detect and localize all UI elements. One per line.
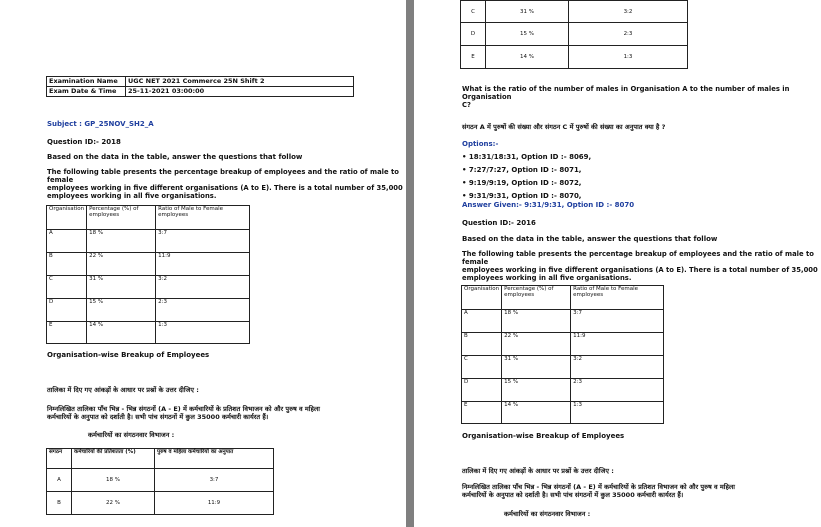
question-text [462,85,821,109]
cell-ratio: 2:3 [569,23,688,46]
option-3: • 9:19/9:19, Option ID :- 8072, [462,179,582,187]
table-row [461,1,688,23]
cell-org: B [47,253,87,276]
cell-percent: 22 % [72,492,155,515]
hindi-caption: कर्मचारियों का संगठनवार विभाजन : [504,510,591,518]
cell-ratio: 1:3 [571,402,664,424]
cell-org: B [462,333,502,356]
answer-given: Answer Given:- 9:31/9:31, Option ID :- 8070 [462,201,635,209]
hindi-paragraph [47,405,320,421]
paragraph-line: employees working in all five organisations. [462,274,632,282]
table-row [47,87,354,97]
hindi-paragraph [462,483,735,499]
cell-org: D [47,299,87,322]
header-percentage: Percentage (%) of employees [502,286,571,310]
cell-org: D [462,379,502,402]
cell-ratio: 11:9 [571,333,664,356]
cell-percent: 18 % [87,230,156,253]
cell-ratio: 3:2 [156,276,250,299]
header-percentage: Percentage (%) of employees [87,206,156,230]
cell-percent: 31 % [87,276,156,299]
cell-org: C [461,1,486,23]
table-header-row [47,449,274,469]
question-line: C? [462,101,471,109]
options-label: Options:- [462,140,499,148]
cell-org: C [462,356,502,379]
header-organisation: Organisation [462,286,502,310]
hindi-caption: कर्मचारियों का संगठनवार विभाजन : [88,431,175,439]
cell-org: A [462,310,502,333]
table-row [47,276,250,299]
table-row [47,253,250,276]
table-row [461,23,688,46]
cell-percent: 15 % [502,379,571,402]
table-row [462,379,664,402]
cell-org: D [461,23,486,46]
cell-percent: 18 % [502,310,571,333]
cell-org: E [47,322,87,344]
cell-percent: 15 % [486,23,569,46]
hindi-question: संगठन A में पुरुषों की संख्या और संगठन C में पुरुषों की संख्या का अनुपात क्या है ? [462,123,666,131]
cell-ratio: 2:3 [156,299,250,322]
hindi-intro: तालिका में दिए गए आंकड़ों के आधार पर प्रश्नों के उत्तर दीजिए : [47,386,199,394]
table-row [47,299,250,322]
cell-percent: 14 % [486,46,569,69]
cell-ratio: 3:2 [569,1,688,23]
cell-ratio: 1:3 [569,46,688,69]
option-2: • 7:27/7:27, Option ID :- 8071, [462,166,582,174]
option-1: • 18:31/18:31, Option ID :- 8069, [462,153,592,161]
cell-percent: 31 % [502,356,571,379]
table-caption: Organisation-wise Breakup of Employees [462,432,625,440]
table-row [462,356,664,379]
exam-date-value: 25-11-2021 03:00:00 [126,87,354,97]
table-caption: Organisation-wise Breakup of Employees [47,351,210,359]
exam-name-label: Examination Name [47,77,126,87]
table-header-row [462,286,664,310]
cell-percent: 15 % [87,299,156,322]
cell-ratio: 3:7 [155,469,274,492]
question-intro: Based on the data in the table, answer the questions that follow [462,235,718,243]
paragraph-line: The following table presents the percentage breakup of employees and the ratio of male to female [47,168,399,184]
cell-ratio: 3:7 [156,230,250,253]
header-organisation: Organisation [47,206,87,230]
subject-label: Subject : GP_25NOV_SH2_A [47,120,154,128]
option-text: 7:27/7:27, Option ID :- 8071, [468,166,582,174]
paragraph-line: कर्मचारियों के अनुपात को दर्शाती है। सभी पांच संगठनों में कुल 35000 कर्मचारी कार्यरत हैं। [47,413,269,421]
exam-info-table [46,76,354,97]
right-page [414,0,821,527]
header-organisation: संगठन [47,449,72,469]
paragraph-line: निम्नलिखित तालिका पाँच भिन्न - भिन्न संगठनों (A - E) में कर्मचारियों के प्रतिशत विभाजन को और पुरुष व महिला [462,483,735,491]
cell-percent: 22 % [87,253,156,276]
paragraph-line: कर्मचारियों के अनुपात को दर्शाती है। सभी पांच संगठनों में कुल 35000 कर्मचारी कार्यरत हैं। [462,491,684,499]
cell-ratio: 11:9 [155,492,274,515]
cell-org: E [462,402,502,424]
paragraph-line: employees working in all five organisations. [47,192,217,200]
table-row [47,77,354,87]
table-row [47,469,274,492]
option-4: • 9:31/9:31, Option ID :- 8070, [462,192,582,200]
table-header-row [47,206,250,230]
option-text: 18:31/18:31, Option ID :- 8069, [468,153,592,161]
left-page [0,0,406,527]
question-paragraph [462,250,821,282]
paragraph-line: employees working in five different organisations (A to E). There is a total number of 35,000 [462,266,818,274]
option-text: 9:31/9:31, Option ID :- 8070, [468,192,582,200]
cell-ratio: 3:7 [571,310,664,333]
continued-table [460,0,688,69]
header-ratio: पुरुष व महिला कर्मचारियों का अनुपात [155,449,274,469]
cell-org: C [47,276,87,299]
cell-percent: 22 % [502,333,571,356]
employee-table [46,205,250,344]
table-row [462,310,664,333]
question-paragraph [47,168,406,200]
table-row [462,333,664,356]
cell-ratio: 11:9 [156,253,250,276]
table-row [47,492,274,515]
exam-name-value: UGC NET 2021 Commerce 25N Shift 2 [126,77,354,87]
table-row [47,322,250,344]
question-id: Question ID:- 2016 [462,219,536,227]
table-row [462,402,664,424]
cell-percent: 18 % [72,469,155,492]
option-text: 9:19/9:19, Option ID :- 8072, [468,179,582,187]
cell-percent: 31 % [486,1,569,23]
question-intro: Based on the data in the table, answer the questions that follow [47,153,303,161]
header-ratio: Ratio of Male to Female employees [156,206,250,230]
cell-org: A [47,469,72,492]
header-ratio: Ratio of Male to Female employees [571,286,664,310]
cell-org: E [461,46,486,69]
question-id: Question ID:- 2018 [47,138,121,146]
cell-ratio: 3:2 [571,356,664,379]
paragraph-line: The following table presents the percentage breakup of employees and the ratio of male to female [462,250,814,266]
cell-percent: 14 % [87,322,156,344]
hindi-employee-table [46,448,274,515]
cell-org: B [47,492,72,515]
exam-date-label: Exam Date & Time [47,87,126,97]
hindi-intro: तालिका में दिए गए आंकड़ों के आधार पर प्रश्नों के उत्तर दीजिए : [462,467,614,475]
paragraph-line: निम्नलिखित तालिका पाँच भिन्न - भिन्न संगठनों (A - E) में कर्मचारियों के प्रतिशत विभाजन को और पुरुष व महिला [47,405,320,413]
paragraph-line: employees working in five different organisations (A to E). There is a total number of 35,000 [47,184,403,192]
table-row [47,230,250,253]
cell-percent: 14 % [502,402,571,424]
employee-table [461,285,664,424]
table-row [461,46,688,69]
question-line: What is the ratio of the number of males in Organisation A to the number of males in Organisation [462,85,790,101]
cell-ratio: 2:3 [571,379,664,402]
cell-org: A [47,230,87,253]
cell-ratio: 1:3 [156,322,250,344]
header-percentage: कर्मचारियों की प्रतिशतता (%) [72,449,155,469]
